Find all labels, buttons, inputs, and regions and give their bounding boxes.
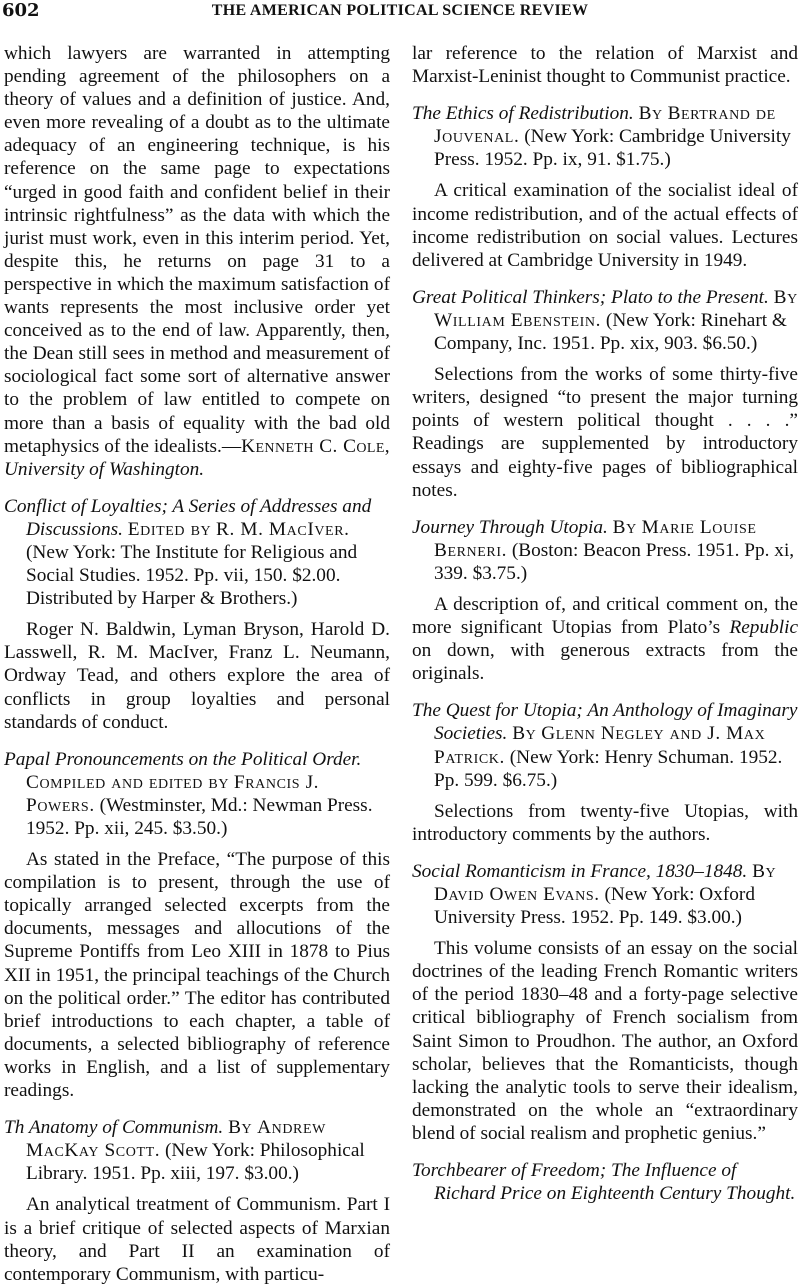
- book-entry-citation: [412, 1159, 798, 1205]
- book-by: By: [752, 860, 777, 882]
- page-number: 602: [2, 0, 40, 21]
- book-entry-citation: [412, 860, 798, 929]
- book-title: Conflict of Loyalties; A Series of Addresses and Discussions.: [4, 495, 372, 540]
- book-by: By: [638, 103, 663, 125]
- book-entry-citation: [412, 102, 798, 171]
- book-entry-citation: [412, 516, 798, 585]
- summary-text: A description of, and critical comment on, the more significant Utopias from Plato’s: [412, 593, 798, 639]
- book-publication: (New York: Rinehart & Company, Inc. 1951. Pp. xix, 903. $6.50.): [434, 309, 787, 355]
- book-author: Andrew MacKay Scott.: [26, 1117, 326, 1162]
- book-title: Papal Pronouncements on the Political Order.: [4, 748, 362, 770]
- review-continuation: [4, 42, 390, 481]
- book-author: David Owen Evans.: [434, 884, 600, 905]
- book-author: Glenn Negley and J. Max Patrick.: [434, 723, 766, 768]
- reviewer-affiliation: University of Washington.: [4, 458, 205, 480]
- book-publication: (New York: Philosophical Library. 1951. Pp. xiii, 197. $3.00.): [26, 1140, 365, 1185]
- book-entry-citation: [412, 699, 798, 791]
- book-author: Francis J. Powers.: [26, 771, 320, 816]
- running-head: THE AMERICAN POLITICAL SCIENCE REVIEW: [211, 2, 589, 19]
- book-publication: (New York: Oxford University Press. 1952. Pp. 149. $3.00.): [434, 884, 755, 929]
- book-by: Edited by: [127, 518, 212, 540]
- book-title: Th Anatomy of Communism.: [4, 1117, 224, 1139]
- book-by: By: [228, 1117, 253, 1139]
- book-by: By: [612, 516, 637, 538]
- book-summary: As stated in the Preface, “The purpose of this compilation is to present, through the use of topically arranged selected excerpts from the documents, messages and allocutions of the Supreme Pontiffs from Leo XIII in 1878 to Pius XII in 1951, the principal teachings of the Church on the political order.” The editor has contributed brief introductions to each chapter, a table of documents, a selected bibliography of reference works in English, and a list of supplementary readings.: [4, 849, 390, 1102]
- book-entry-citation: [412, 286, 798, 355]
- book-entry-citation: [4, 748, 390, 840]
- book-author: William Ebenstein.: [434, 309, 602, 331]
- left-column: [4, 42, 390, 1286]
- book-publication: (Boston: Beacon Press. 1951. Pp. xi, 339. $3.75.): [434, 539, 795, 584]
- italic-title: Republic: [729, 617, 798, 639]
- right-column: [412, 42, 798, 1205]
- book-title: Great Political Thinkers; Plato to the Present.: [412, 286, 769, 308]
- book-title: Journey Through Utopia.: [412, 516, 608, 538]
- page-header: [0, 0, 800, 22]
- book-summary: Selections from the works of some thirty-five writers, designed “to present the major turning points of western political thought . . . .” Readings are supplemented by introductory essays and eighty-five pages of bibliographical notes.: [412, 364, 798, 501]
- review-text: which lawyers are warranted in attempting pending agreement of the philosophers on a theory of values and a definition of justice. And, even more revealing of a doubt as to the ultimate adequacy of an engineering technique, is his reference on the same page to expectations “urged in good faith and confident belief in their intrinsic rightfulness” as the data with which the jurist must work, even in this interim period. Yet, despite this, he returns on page 31 to a perspective in which the maximum satisfaction of wants represents the most inclusive order yet conceived as to the end of law. Apparently, then, the Dean still sees in method and measurement of sociological fact some sort of alternative answer to the problem of law entitled to compete on more than a basis of equality with the bad old metaphysics of the idealists.—: [4, 43, 390, 457]
- book-by: By: [773, 286, 798, 308]
- book-author: Bertrand de Jouvenal.: [434, 103, 776, 148]
- book-summary: Selections from twenty-five Utopias, with introductory comments by the authors.: [412, 800, 798, 845]
- book-by: Compiled and edited by: [26, 771, 230, 793]
- book-publication: (New York: Cambridge University Press. 1952. Pp. ix, 91. $1.75.): [434, 126, 791, 171]
- book-title: The Quest for Utopia; An Anthology of Imaginary Societies.: [412, 700, 798, 745]
- book-author: R. M. MacIver.: [216, 518, 350, 540]
- summary-text: on down, with generous extracts from the originals.: [412, 640, 798, 685]
- reviewer-name: Kenneth C. Cole,: [241, 435, 390, 457]
- book-publication: (New York: Henry Schuman. 1952. Pp. 599. $6.75.): [434, 746, 783, 791]
- book-publication: (Westminster, Md.: Newman Press. 1952. Pp. xii, 245. $3.50.): [26, 794, 373, 839]
- book-title: The Ethics of Redistribution.: [412, 103, 634, 125]
- book-by: By: [512, 723, 537, 745]
- book-entry-citation: [4, 495, 390, 610]
- book-title: Social Romanticism in France, 1830–1848.: [412, 860, 748, 882]
- book-summary: This volume consists of an essay on the social doctrines of the leading French Romantic writers of the period 1830–48 and a forty-page selective critical bibliography of French socialism from Saint Simon to Proudhon. The author, an Oxford scholar, believes that the Romanticists, though lacking the analytic tools to serve their idealism, demonstrated on the whole an “extraordinary blend of social realism and prophetic genius.”: [412, 938, 798, 1144]
- summary-continuation: lar reference to the relation of Marxist and Marxist-Leninist thought to Communist practice.: [412, 43, 798, 88]
- book-author: Marie Louise Berneri.: [434, 516, 757, 561]
- book-publication: (New York: The Institute for Religious and Social Studies. 1952. Pp. vii, 150. $2.00. Distributed by Harper & Brothers.): [26, 541, 358, 610]
- book-title: Torchbearer of Freedom; The Influence of Richard Price on Eighteenth Century Thought.: [412, 1160, 796, 1205]
- book-summary: A critical examination of the socialist ideal of income redistribution, and of the actual effects of income redistribution on social values. Lectures delivered at Cambridge University in 1949.: [412, 180, 798, 271]
- book-summary: An analytical treatment of Communism. Part I is a brief critique of selected aspects of Marxian theory, and Part II an examination of contemporary Communism, with particu-: [4, 1194, 390, 1285]
- book-summary: [412, 593, 798, 685]
- book-entry-citation: [4, 1116, 390, 1185]
- book-summary: Roger N. Baldwin, Lyman Bryson, Harold D. Lasswell, R. M. MacIver, Franz L. Neumann, Ordway Tead, and others explore the area of conflicts in group loyalties and personal standards of conduct.: [4, 619, 390, 733]
